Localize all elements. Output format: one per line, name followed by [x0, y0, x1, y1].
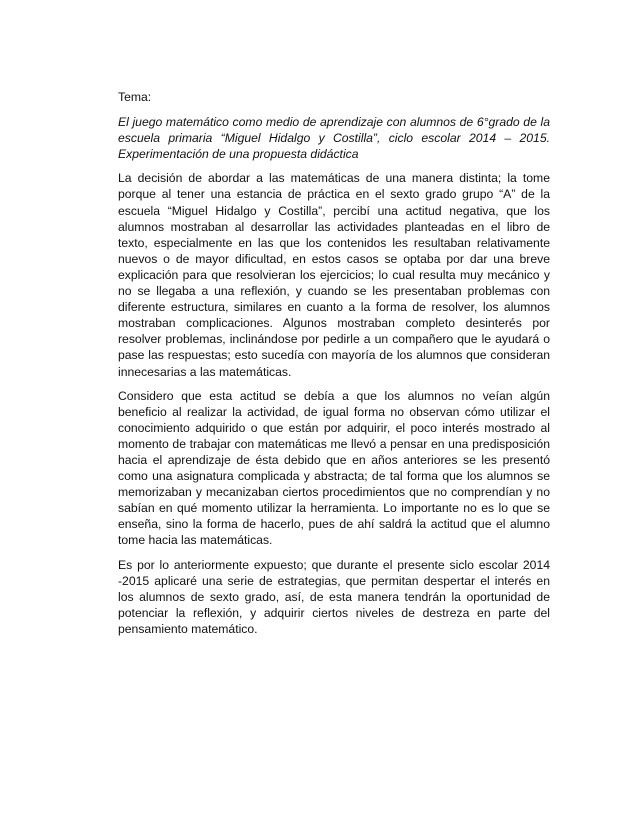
paragraph-2: Considero que esta actitud se debía a que los alumnos no veían algún beneficio al realizar la actividad, de igual forma no observan cómo utilizar el conocimiento adquirido o que están por adquirir, el poco interés mostrado al momento de trabajar con matemáticas me llevó a pensar en una predisposición hacia el aprendizaje de ésta debido que en años anteriores se les presentó como una asignatura complicada y abstracta; de tal forma que los alumnos se memorizaban y mecanizaban ciertos procedimientos que no comprendían y no sabían en qué momento utilizar la herramienta. Lo importante no es lo que se enseña, sino la forma de hacerlo, pues de ahí saldrá la actitud que el alumno tome hacia las matemáticas. [118, 388, 550, 548]
document-heading: Tema: [118, 90, 152, 104]
document-title: El juego matemático como medio de aprendizaje con alumnos de 6°grado de la escuela primaria “Miguel Hidalgo y Costilla”, ciclo escolar 2014 – 2015. Experimentación de una propuesta didáctica [118, 115, 550, 162]
document-body [118, 89, 550, 645]
paragraph-1: La decisión de abordar a las matemáticas de una manera distinta; la tome porque al tener una estancia de práctica en el sexto grado grupo “A” de la escuela “Miguel Hidalgo y Costilla”, percibí una actitud negativa, que los alumnos mostraban al desarrollar las actividades planteadas en el libro de texto, especialmente en las que los contenidos les resultaban relativamente nuevos o de mayor dificultad, en estos casos se optaba por dar una breve explicación para que resolvieran los ejercicios; lo cual resulta muy mecánico y no se llegaba a una reflexión, y cuando se les presentaban problemas con diferente estructura, similares en cuanto a la forma de resolver, los alumnos mostraban complicaciones. Algunos mostraban completo desinterés por resolver problemas, inclinándose por pedirle a un compañero que le ayudará o pase las respuestas; esto sucedía con mayoría de los alumnos que consideran innecesarias a las matemáticas. [118, 171, 550, 379]
paragraph-3: Es por lo anteriormente expuesto; que durante el presente siclo escolar 2014 -2015 aplicaré una serie de estrategias, que permitan despertar el interés en los alumnos de sexto grado, así, de esta manera tendrán la oportunidad de potenciar la reflexión, y adquirir ciertos niveles de destreza en parte del pensamiento matemático. [118, 557, 550, 636]
